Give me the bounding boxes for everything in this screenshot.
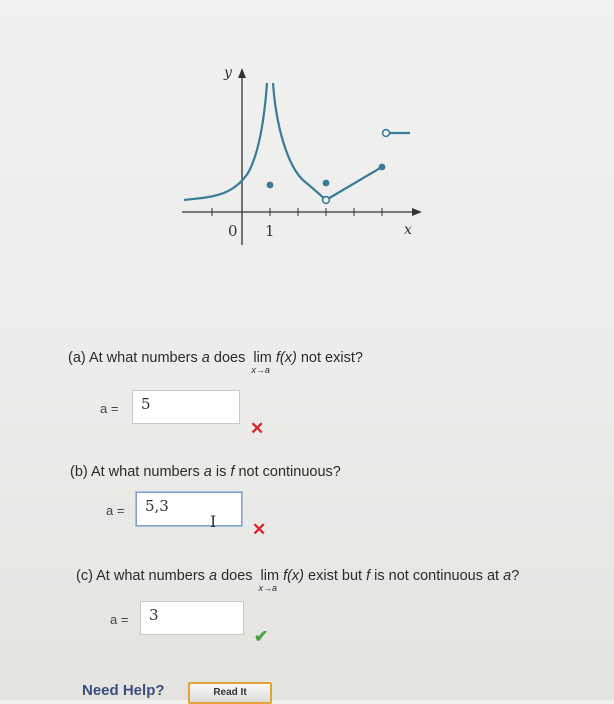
function-graph bbox=[170, 55, 430, 250]
question-b bbox=[70, 464, 341, 480]
limit-notation bbox=[251, 350, 272, 375]
y-axis-arrow bbox=[238, 68, 246, 78]
curve-left-branch bbox=[184, 83, 267, 200]
filled-point-x2 bbox=[267, 182, 274, 189]
question-c-f: f bbox=[366, 568, 371, 584]
open-point-x3 bbox=[323, 197, 330, 204]
curve-right-segment bbox=[326, 167, 382, 200]
question-c-end: ? bbox=[511, 568, 520, 584]
function-fx: f(x) bbox=[275, 350, 297, 366]
lim-subscript: x→a bbox=[258, 583, 278, 593]
question-b-var: a bbox=[203, 464, 212, 480]
limit-notation bbox=[258, 568, 280, 593]
question-c-suffix: is not continuous at bbox=[370, 568, 504, 584]
lim-subscript: x→a bbox=[251, 365, 270, 375]
read-it-button[interactable]: Read It bbox=[188, 682, 272, 704]
incorrect-icon: ✕ bbox=[250, 419, 265, 438]
lim-word: lim bbox=[260, 568, 280, 584]
question-c-prefix: (c) At what numbers bbox=[76, 568, 209, 584]
answer-b-input[interactable]: 5,3 bbox=[136, 492, 242, 526]
answer-b-label: a = bbox=[106, 503, 125, 518]
y-axis-label: y bbox=[224, 65, 232, 81]
question-b-prefix: (b) At what numbers bbox=[70, 464, 204, 480]
question-c-mid2: exist but bbox=[304, 568, 367, 584]
question-c-mid: does bbox=[217, 568, 257, 584]
open-point-x5 bbox=[383, 130, 390, 137]
question-c bbox=[76, 568, 520, 593]
incorrect-icon: ✕ bbox=[252, 520, 267, 539]
x-axis-arrow bbox=[412, 208, 422, 216]
function-fx: f(x) bbox=[283, 568, 305, 584]
lim-word: lim bbox=[253, 350, 272, 366]
question-b-suffix: not continuous? bbox=[234, 464, 341, 480]
question-a-suffix: not exist? bbox=[296, 350, 363, 366]
tick-label-zero: 0 bbox=[228, 222, 238, 240]
question-a-mid: does bbox=[209, 350, 250, 366]
question-c-var2: a bbox=[503, 568, 512, 584]
correct-check-icon: ✔ bbox=[254, 627, 269, 646]
question-a bbox=[68, 350, 363, 375]
text-cursor-icon: I bbox=[210, 512, 217, 531]
answer-c-input[interactable]: 3 bbox=[140, 601, 244, 635]
question-b-mid: is bbox=[211, 464, 231, 480]
answer-c-label: a = bbox=[110, 612, 129, 627]
tick-label-one: 1 bbox=[265, 222, 275, 240]
question-b-f: f bbox=[230, 464, 235, 480]
answer-a-label: a = bbox=[100, 401, 119, 416]
need-help-label: Need Help? bbox=[82, 682, 165, 699]
filled-point-x3 bbox=[323, 180, 330, 187]
question-c-var: a bbox=[208, 568, 218, 584]
filled-point-x5 bbox=[379, 164, 386, 171]
curve-middle-branch bbox=[273, 83, 326, 200]
question-a-prefix: (a) At what numbers bbox=[68, 350, 202, 366]
answer-a-input[interactable]: 5 bbox=[132, 390, 240, 424]
x-axis-label: x bbox=[404, 222, 412, 238]
question-a-var: a bbox=[201, 350, 210, 366]
